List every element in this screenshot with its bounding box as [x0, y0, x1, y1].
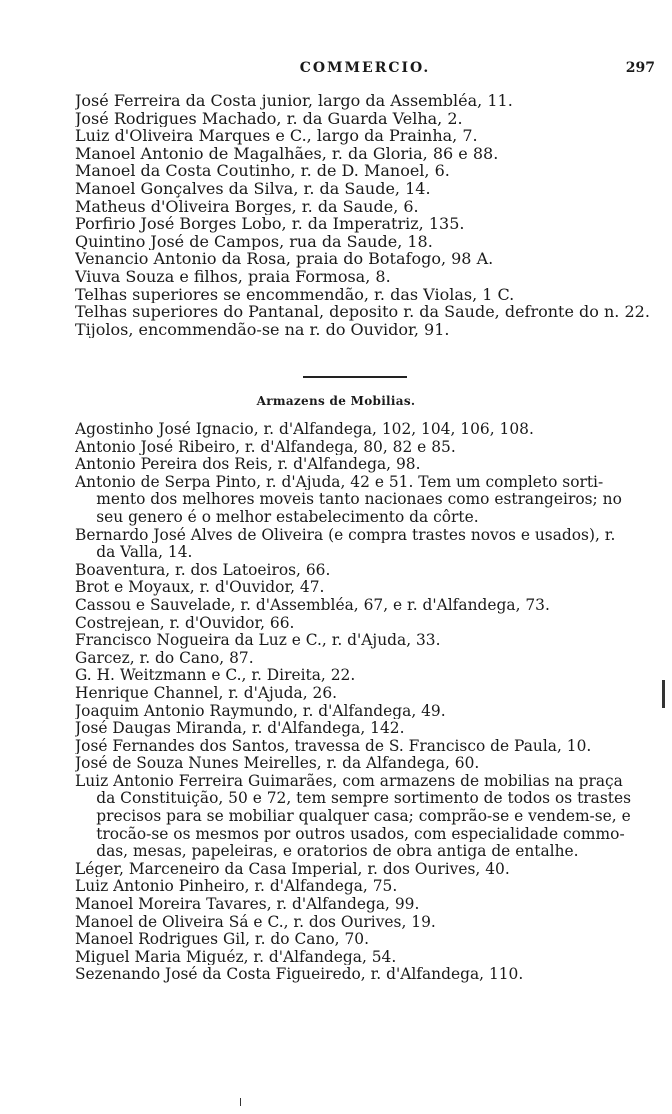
list-entry: Venancio Antonio da Rosa, praia do Botafogo, 98 A. — [75, 250, 494, 268]
entry-continuation: das, mesas, papeleiras, e oratorios de obra antiga de entalhe. — [96, 842, 579, 860]
list-entry: Quintino José de Campos, rua da Saude, 18. — [75, 232, 433, 251]
list-entry: Telhas superiores do Pantanal, deposito r. da Saude, defronte do n. 22. — [75, 303, 650, 321]
list-entry: Viuva Souza e filhos, praia Formosa, 8. — [75, 267, 391, 286]
page-number: 297 — [625, 60, 655, 76]
entry-line: Garcez, r. do Cano, 87. — [75, 648, 254, 667]
entry-line: Miguel Maria Miguéz, r. d'Alfandega, 54. — [75, 947, 397, 966]
running-title: COMMERCIO. — [299, 60, 431, 76]
entry-continuation: da Constituição, 50 e 72, tem sempre sortimento de todos os trastes — [96, 789, 631, 808]
list-entry — [75, 719, 636, 737]
entry-line: Henrique Channel, r. d'Ajuda, 26. — [75, 683, 338, 702]
entry-line: José Fernandes dos Santos, travessa de S. Francisco de Paula, 10. — [75, 736, 592, 755]
entry-line: José de Souza Nunes Meirelles, r. da Alfandega, 60. — [75, 754, 480, 772]
entry-line: Léger, Marceneiro da Casa Imperial, r. dos Ourives, 40. — [75, 859, 510, 878]
print-mark — [240, 1098, 241, 1106]
list-entry: Manoel Antonio de Magalhães, r. da Gloria, 86 e 88. — [75, 144, 499, 163]
entry-line: Francisco Nogueira da Luz e C., r. d'Ajuda, 33. — [75, 631, 441, 649]
entry-line: Cassou e Sauvelade, r. d'Assembléa, 67, e r. d'Alfandega, 73. — [75, 595, 550, 614]
list-entry: Manoel Gonçalves da Silva, r. da Saude, 14. — [75, 179, 431, 198]
list-entry — [75, 455, 636, 473]
print-mark — [662, 680, 665, 708]
entry-continuation: precisos para se mobiliar qualquer casa; comprão-se e vendem-se, e — [96, 807, 631, 825]
list-entry — [75, 526, 636, 561]
entry-line: José Daugas Miranda, r. d'Alfandega, 142. — [75, 719, 405, 737]
list-entry — [75, 614, 636, 632]
entry-line: Antonio de Serpa Pinto, r. d'Ajuda, 42 e 51. Tem um completo sorti- — [75, 472, 604, 491]
list-entry — [75, 702, 636, 720]
entry-line: Brot e Moyaux, r. d'Ouvidor, 47. — [75, 578, 325, 596]
entry-line: Manoel Rodrigues Gil, r. do Cano, 70. — [75, 930, 369, 948]
list-entry — [75, 754, 636, 772]
directory-list-top — [75, 92, 657, 338]
entry-line: Luiz Antonio Ferreira Guimarães, com armazens de mobilias na praça — [75, 771, 623, 790]
entry-line: G. H. Weitzmann e C., r. Direita, 22. — [75, 666, 356, 684]
list-entry: José Ferreira da Costa junior, largo da Assembléa, 11. — [75, 92, 513, 110]
list-entry — [75, 649, 636, 667]
list-entry: Matheus d'Oliveira Borges, r. da Saude, 6. — [75, 197, 419, 216]
list-entry — [75, 895, 636, 913]
list-entry — [75, 965, 636, 983]
entry-line: Manoel de Oliveira Sá e C., r. dos Ourives, 19. — [75, 912, 436, 931]
list-entry — [75, 561, 636, 579]
list-entry — [75, 473, 636, 526]
list-entry: Tijolos, encommendão-se na r. do Ouvidor, 91. — [75, 320, 450, 339]
entry-line: Antonio José Ribeiro, r. d'Alfandega, 80, 82 e 85. — [75, 437, 456, 456]
list-entry — [75, 860, 636, 878]
list-entry — [75, 596, 636, 614]
list-entry — [75, 930, 636, 948]
list-entry — [75, 578, 636, 596]
list-entry — [75, 438, 636, 456]
list-entry: José Rodrigues Machado, r. da Guarda Velha, 2. — [75, 109, 463, 128]
list-entry: Porfirio José Borges Lobo, r. da Imperatriz, 135. — [75, 215, 465, 233]
list-entry — [75, 666, 636, 684]
entry-continuation: da Valla, 14. — [96, 543, 193, 561]
list-entry — [75, 684, 636, 702]
directory-list-mobilias — [75, 420, 636, 983]
entry-line: Sezenando José da Costa Figueiredo, r. d'Alfandega, 110. — [75, 965, 524, 983]
list-entry: Manoel da Costa Coutinho, r. de D. Manoel, 6. — [75, 162, 450, 180]
entry-line: Manoel Moreira Tavares, r. d'Alfandega, 99. — [75, 895, 420, 913]
entry-line: Luiz Antonio Pinheiro, r. d'Alfandega, 75. — [75, 877, 398, 896]
entry-continuation: trocão-se os mesmos por outros usados, com especialidade commo- — [96, 824, 625, 843]
section-heading: Armazens de Mobilias. — [256, 394, 416, 408]
list-entry: Telhas superiores se encommendão, r. das Violas, 1 C. — [75, 285, 515, 304]
list-entry — [75, 772, 636, 860]
entry-line: Agostinho José Ignacio, r. d'Alfandega, 102, 104, 106, 108. — [75, 420, 534, 438]
page-header — [75, 60, 655, 84]
list-entry — [75, 948, 636, 966]
list-entry — [75, 913, 636, 931]
list-entry — [75, 631, 636, 649]
entry-line: Costrejean, r. d'Ouvidor, 66. — [75, 613, 295, 632]
entry-line: Joaquim Antonio Raymundo, r. d'Alfandega, 49. — [75, 701, 446, 720]
entry-line: Bernardo José Alves de Oliveira (e compra trastes novos e usados), r. — [75, 525, 616, 544]
section-divider — [303, 376, 407, 378]
entry-line: Antonio Pereira dos Reis, r. d'Alfandega, 98. — [75, 455, 421, 473]
entry-continuation: mento dos melhores moveis tanto nacionaes como estrangeiros; no — [96, 490, 622, 508]
entry-line: Boaventura, r. dos Latoeiros, 66. — [75, 560, 331, 579]
entry-continuation: seu genero é o melhor estabelecimento da côrte. — [96, 507, 479, 526]
list-entry — [75, 737, 636, 755]
list-entry — [75, 877, 636, 895]
list-entry: Luiz d'Oliveira Marques e C., largo da Prainha, 7. — [75, 127, 478, 145]
list-entry — [75, 420, 636, 438]
